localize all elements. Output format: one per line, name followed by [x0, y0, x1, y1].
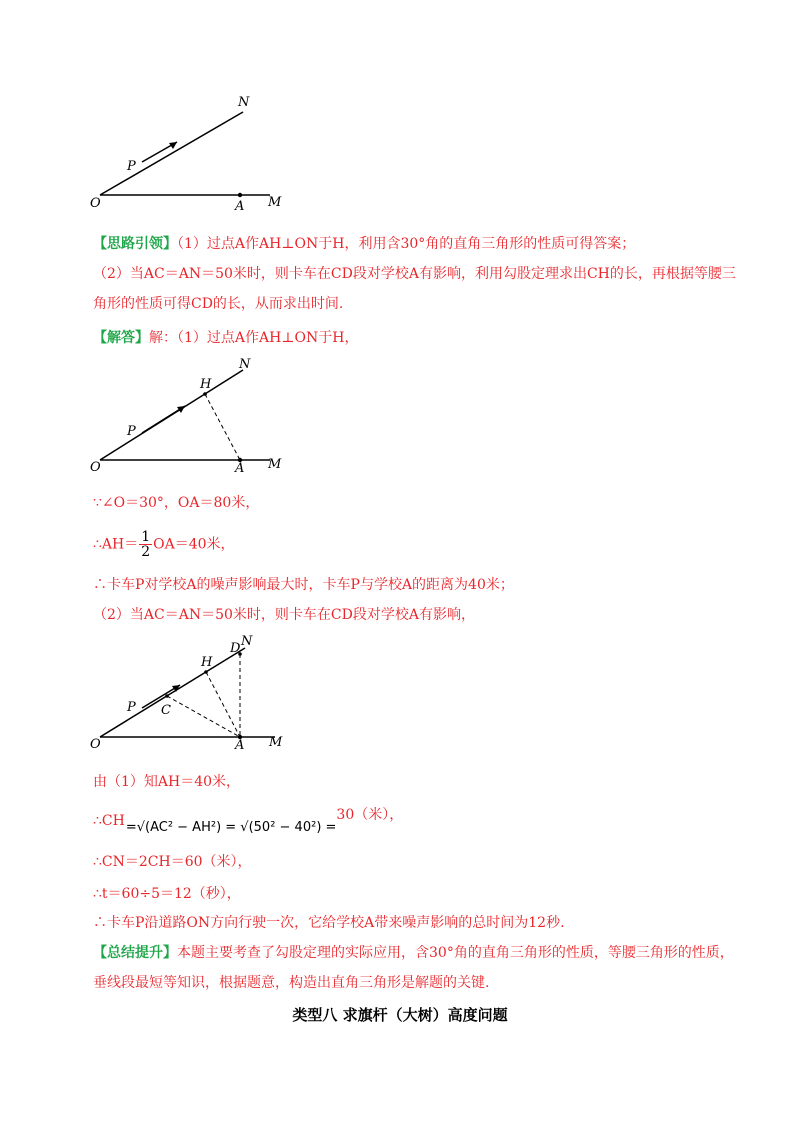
step-2-prefix: ∴AH＝ — [93, 536, 139, 553]
summary — [93, 938, 743, 998]
step-6-prefix: ∴CH — [93, 813, 125, 829]
hint-line-2: （2）当AC＝AN＝50米时，则卡车在CD段对学校A有影响，利用勾股定理求出CH的长，再根据等腰三角形的性质可得CD的长，从而求出时间. — [93, 266, 736, 312]
label-d: D — [230, 641, 241, 656]
ray-on — [100, 648, 245, 737]
answer-step-7: ∴CN＝2CH＝60（米）， — [93, 854, 252, 870]
answer-step-5: 由（1）知AH＝40米， — [93, 774, 241, 790]
label-h: H — [200, 377, 212, 392]
label-a: A — [235, 738, 245, 753]
step-2-suffix: OA＝40米， — [153, 536, 235, 553]
answer-step-3: ∴卡车P对学校A的噪声影响最大时，卡车P与学校A的距离为40米； — [93, 577, 514, 593]
point-a — [238, 193, 242, 197]
summary-text: 本题主要考查了勾股定理的实际应用，含30°角的直角三角形的性质，等腰三角形的性质，垂线段最短等知识，根据题意，构造出直角三角形是解题的关键. — [93, 945, 734, 991]
hint-text-1: （1）过点A作AH⊥ON于H，利用含30°角的直角三角形的性质可得答案； — [177, 236, 636, 252]
figure-2 — [85, 355, 295, 480]
label-n: N — [238, 95, 250, 110]
perpendicular-ah — [205, 394, 240, 460]
label-p: P — [127, 700, 136, 715]
label-a: A — [235, 199, 245, 214]
label-m: M — [269, 735, 283, 750]
label-o: O — [90, 737, 101, 752]
label-p: P — [127, 159, 136, 174]
point-c — [165, 694, 169, 698]
label-h: H — [201, 655, 213, 670]
direction-arrow — [142, 406, 185, 433]
answer-step-2 — [93, 530, 235, 559]
answer-step-6 — [93, 805, 403, 838]
label-n: N — [239, 357, 251, 372]
label-m: M — [268, 195, 282, 210]
ray-on — [100, 112, 243, 195]
label-o: O — [90, 460, 101, 475]
answer-step-9: ∴卡车P沿道路ON方向行驶一次，它给学校A带来噪声影响的总时间为12秒. — [93, 915, 565, 931]
label-p: P — [127, 424, 136, 439]
answer-step-1: ∵∠O＝30°，OA＝80米， — [93, 495, 260, 511]
answer-intro-text: 解：（1）过点A作AH⊥ON于H， — [149, 330, 359, 346]
fraction-denominator: 2 — [141, 544, 151, 560]
label-m: M — [268, 457, 282, 472]
hint-tag: 【思路引领】 — [93, 236, 177, 252]
answer-intro — [93, 328, 358, 348]
label-a: A — [235, 461, 245, 476]
fraction-numerator: 1 — [141, 529, 151, 545]
figure-1 — [85, 90, 295, 215]
section-title: 类型八 求旗杆（大树）高度问题 — [292, 1006, 508, 1024]
point-h — [203, 392, 207, 396]
label-c: C — [161, 703, 171, 718]
answer-tag: 【解答】 — [93, 330, 149, 346]
summary-tag: 【总结提升】 — [93, 945, 177, 961]
label-n: N — [241, 634, 253, 649]
pythagoras-formula: =√(AC² − AH²) = √(50² − 40²) = — [125, 820, 337, 835]
answer-step-8: ∴t＝60÷5＝12（秒）， — [93, 886, 241, 902]
figure-3 — [85, 630, 295, 755]
answer-step-4: （2）当AC＝AN＝50米时，则卡车在CD段对学校A有影响， — [93, 607, 475, 623]
hint-line-1 — [93, 234, 635, 254]
point-h — [204, 670, 208, 674]
label-o: O — [90, 196, 101, 211]
fraction-half — [139, 530, 152, 559]
step-6-suffix: 30（米）， — [336, 807, 404, 823]
